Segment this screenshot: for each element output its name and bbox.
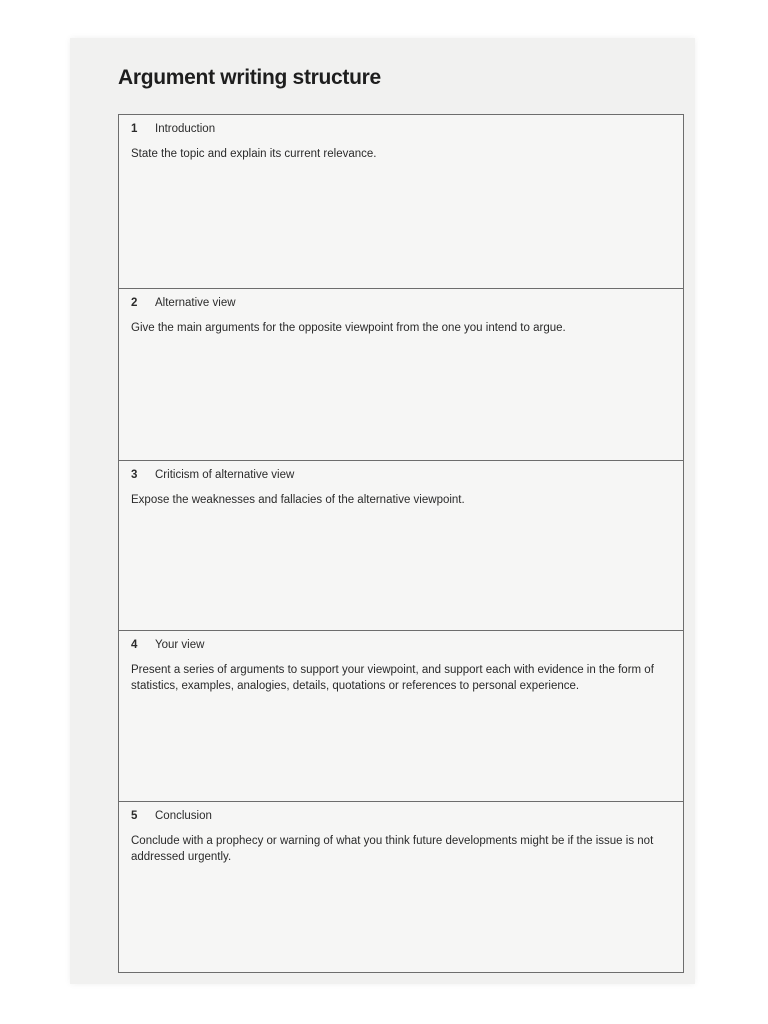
section-your-view [119,631,683,802]
structure-table [118,114,684,973]
section-number: 3 [131,469,138,481]
section-heading: Criticism of alternative view [155,469,295,481]
page-title: Argument writing structure [118,66,381,89]
section-text: Conclude with a prophecy or warning of what you think future developments might be if the issue is not addressed urgently. [131,835,654,863]
section-conclusion [119,802,683,972]
section-number: 5 [131,810,138,822]
section-text: Give the main arguments for the opposite viewpoint from the one you intend to argue. [131,322,566,334]
section-heading: Alternative view [155,297,236,309]
section-criticism [119,461,683,631]
section-number: 2 [131,297,138,309]
section-text: State the topic and explain its current relevance. [131,148,377,160]
section-number: 4 [131,639,138,651]
section-heading: Conclusion [155,810,212,822]
section-text: Expose the weaknesses and fallacies of the alternative viewpoint. [131,494,465,506]
section-heading: Introduction [155,123,216,135]
section-text: Present a series of arguments to support your viewpoint, and support each with evidence in the form of statistics, examples, analogies, details, quotations or references to personal experience. [131,664,654,692]
section-introduction [119,115,683,289]
section-number: 1 [131,123,138,135]
section-heading: Your view [155,639,205,651]
section-alternative-view [119,289,683,461]
